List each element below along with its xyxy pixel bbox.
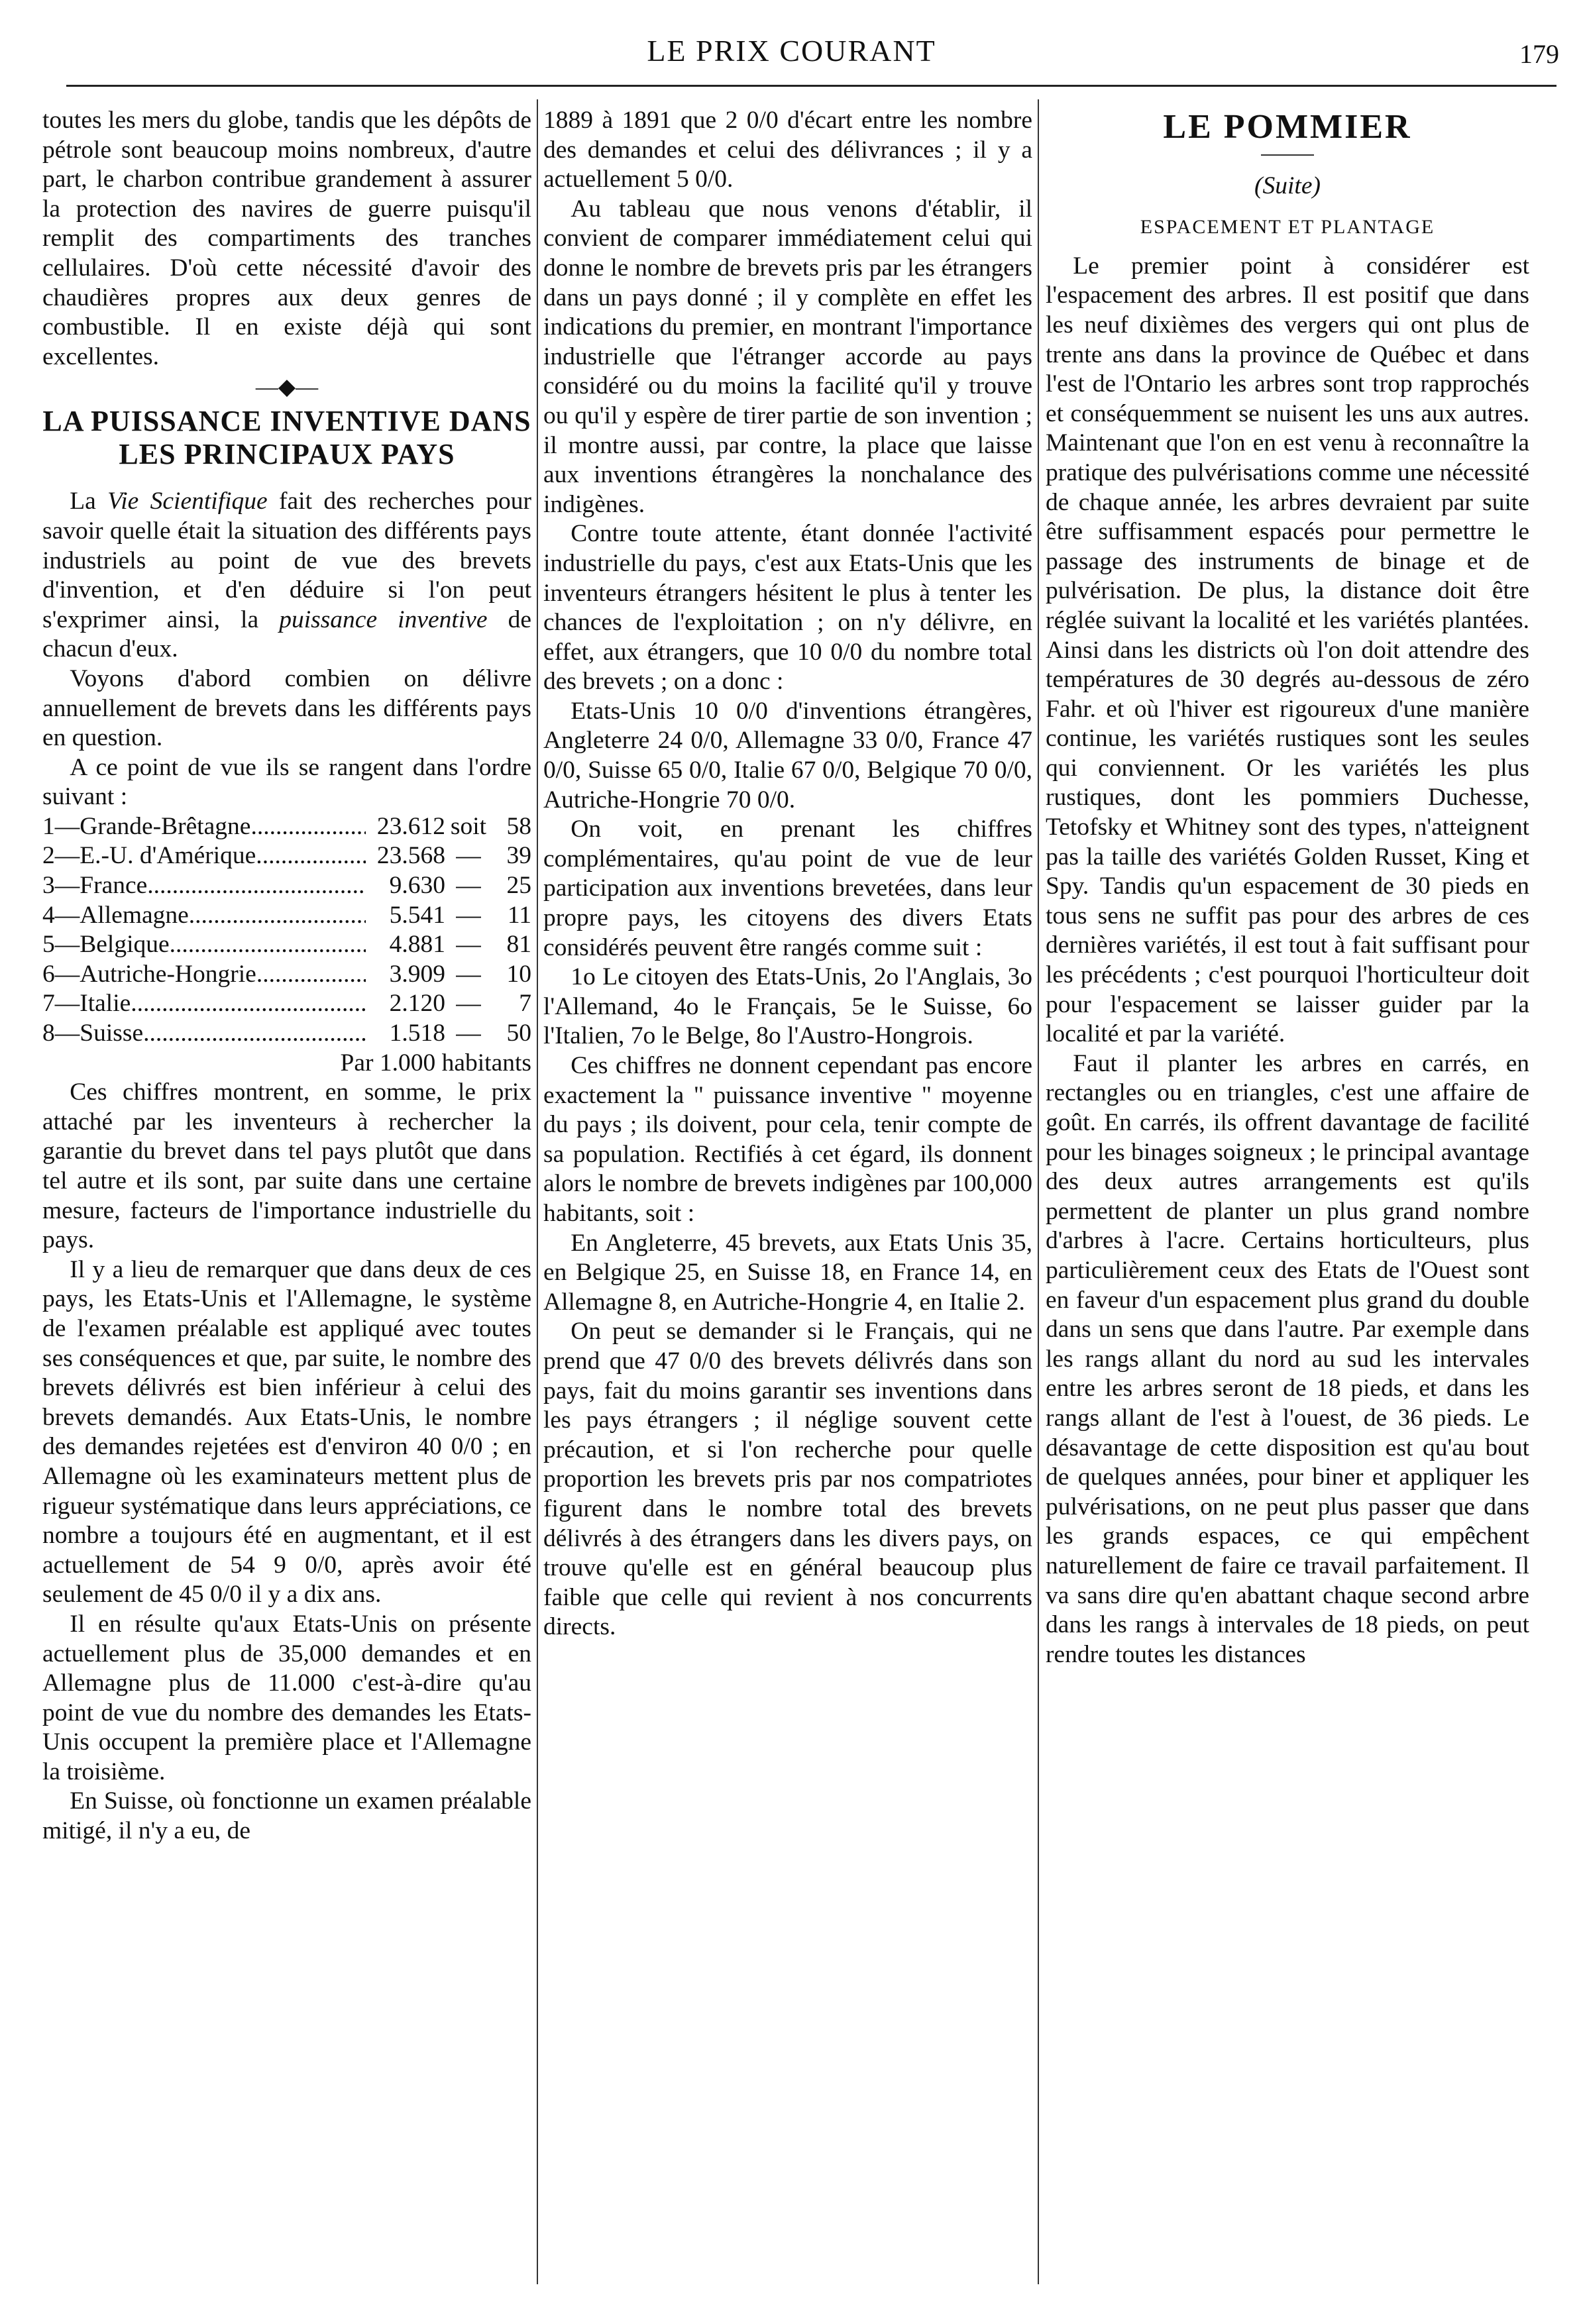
ranking-ratio: 50 — [506, 1020, 531, 1047]
ranking-country: 8—Suisse — [42, 1020, 144, 1047]
paragraph: Voyons d'abord combien on délivre annuellement de brevets dans les différents pays en question. — [42, 664, 531, 752]
leader-dots — [262, 960, 366, 990]
section-heading: ESPACEMENT ET PLANTAGE — [1140, 216, 1435, 238]
ranking-separator: — — [456, 1020, 481, 1047]
paragraph: toutes les mers du globe, tandis que les dépôts de pétrole sont beaucoup moins nombreux, d'autre part, le charbon contribue grandement à assurer la protection des navires de guerre puisqu'il remplit des compartiments des tranches cellulaires. D'où cette nécessité d'avoir des chaudières propres aux deux genres de combustible. Il en existe déjà qui sont excellentes. — [42, 107, 531, 370]
paragraph: Il en résulte qu'aux Etats-Unis on présente actuellement plus de 35,000 demandes et en Allemagne plus de 11.000 c'est-à-dire qu'au point de vue du nombre des demandes les Etats-Unis occupent la première place et l'Allemagne la troisième. — [42, 1610, 531, 1785]
ranking-value: 1.518 — [389, 1020, 445, 1047]
paragraph: A ce point de vue ils se rangent dans l'ordre suivant : — [42, 753, 531, 811]
ranking-value: 4.881 — [389, 931, 445, 959]
leader-dots — [147, 871, 366, 901]
ranking-country: 4—Allemagne — [42, 901, 189, 929]
article-title: LE POMMIER — [1163, 108, 1412, 146]
paragraph: En Angleterre, 45 brevets, aux Etats Unis 35, en Belgique 25, en Suisse 18, en France 14, en Allemagne 8, en Autriche-Hongrie 4, en Italie 2. — [543, 1229, 1032, 1316]
paragraph: Faut il planter les arbres en carrés, en rectangles ou en triangles, c'est une affaire de goût. En carrés, ils offrent davantage de facilité pour les binages soigneux ; le principal avantage des deux autres arrangements est qu'ils permettent de planter un plus grand nombre d'arbres à l'acre. Certains horticulteurs, plus particulièrement ceux des Etats de l'Ouest sont en faveur d'un espacement plus grand du double dans un sens que dans l'autre. Par exemple dans les rangs allant du nord au sud les intervales entre les arbres seront de 18 pieds, et dans les rangs allant de l'est à l'ouest, de 36 pieds. Le désavantage de cette disposition est qu'au bout de quelques années, pour biner et appliquer les pulvérisations, on ne peut plus passer que dans les grands espaces, ce qui empêchent naturellement de faire ce travail parfaitement. Il va sans dire qu'en abattant chaque second arbre dans les rangs à intervales de 18 pieds, on peut rendre toutes les distances — [1046, 1049, 1529, 1668]
ranking-table — [42, 812, 531, 1049]
ranking-value: 2.120 — [389, 990, 445, 1018]
ranking-country: 1—Grande-Brêtagne — [42, 812, 251, 840]
paragraph: Ces chiffres montrent, en somme, le prix attaché par les inventeurs à rechercher la garantie du brevet dans tel pays plutôt que dans tel autre et ils sont, par suite dans une certaine mesure, facteurs de l'importance industrielle du pays. — [42, 1079, 531, 1254]
ranking-row — [42, 989, 531, 1019]
column-1 — [42, 106, 531, 2278]
paragraph: 1889 à 1891 que 2 0/0 d'écart entre les nombre des demandes et celui des délivrances ; il y a actuellement 5 0/0. — [543, 107, 1032, 193]
ranking-row — [42, 841, 531, 871]
leader-dots — [131, 989, 366, 1019]
column-divider-1 — [537, 99, 538, 2284]
column-2 — [543, 106, 1032, 2278]
ranking-ratio: 7 — [519, 990, 531, 1018]
ornament: —◆— — [255, 375, 319, 400]
ranking-row — [42, 901, 531, 931]
ranking-separator: — — [456, 901, 481, 929]
article-subtitle: (Suite) — [1254, 172, 1321, 199]
ranking-note: Par 1.000 habitants — [340, 1049, 531, 1077]
ranking-row — [42, 1019, 531, 1049]
ranking-row — [42, 812, 531, 842]
ranking-country: 5—Belgique — [42, 931, 170, 959]
article-title: LA PUISSANCE INVENTIVE DANS LES PRINCIPAUX PAYS — [42, 405, 531, 471]
paragraph: La Vie Scientifique fait des recherches pour savoir quelle était la situation des différents pays industriels au point de vue des brevets d'invention, et d'en déduire si l'on peut s'exprimer ainsi, la puissance inventive de chacun d'eux. — [42, 488, 531, 663]
paragraph: Le premier point à considérer est l'espacement des arbres. Il est positif que dans les neuf dixièmes des vergers qui ont plus de trente ans dans la province de Québec et dans l'est de l'Ontario les arbres sont trop rapprochés et conséquemment se nuisent les uns aux autres. Maintenant que l'on en est venu à reconnaître la pratique des pulvérisations comme une nécessité de chaque année, les arbres devraient par suite être suffisamment espacés pour permettre le passage des instruments de binage et de pulvérisation. De plus, la distance doit être réglée suivant la localité et les variétés plantées. Ainsi dans les districts où l'on doit attendre des températures de 30 degrés au-dessous de zéro Fahr. et où l'hiver est rigoureux d'une manière continue, les variétés rustiques sont les seules qui conviennent. Or les variétés les plus rustiques, dont les pommiers Duchesse, Tetofsky et Whitney sont des types, n'atteignent pas la taille des variétés Golden Russet, King et Spy. Tandis qu'un espacement de 30 pieds en tous sens ne suffit pas pour des arbres de ces dernières variétés, il est tout à fait suffisant pour les précédents ; c'est pourquoi l'horticulteur doit pour l'espacement se laisser guider par la localité et par la variété. — [1046, 252, 1529, 1048]
page-number: 179 — [1519, 39, 1559, 69]
ranking-ratio: 11 — [507, 901, 531, 929]
journal-title: LE PRIX COURANT — [647, 34, 936, 68]
ranking-row — [42, 930, 531, 960]
ranking-ratio: 25 — [506, 872, 531, 900]
column-3 — [1046, 106, 1529, 2278]
paragraph: En Suisse, où fonctionne un examen préalable mitigé, il n'y a eu, de — [42, 1787, 531, 1845]
leader-dots — [170, 930, 366, 960]
leader-dots — [262, 841, 366, 871]
paragraph: On voit, en prenant les chiffres complémentaires, qu'au point de vue de leur participation aux inventions brevetées, dans leur propre pays, les citoyens des divers Etats considérés peuvent être rangés comme suit : — [543, 816, 1032, 961]
page-header — [0, 26, 1583, 73]
ranking-ratio: 81 — [506, 931, 531, 959]
ranking-country: 3—France — [42, 872, 148, 900]
ranking-separator: — — [456, 960, 481, 988]
ranking-separator: — — [456, 931, 481, 959]
leader-dots — [250, 812, 366, 842]
ranking-separator: — — [456, 842, 481, 870]
title-rule — [1261, 154, 1314, 156]
ranking-value: 23.568 — [376, 842, 445, 870]
column-divider-2 — [1038, 99, 1039, 2284]
ranking-separator: — — [456, 990, 481, 1018]
ranking-value: 23.612 — [376, 812, 445, 840]
paragraph: 1o Le citoyen des Etats-Unis, 2o l'Anglais, 3o l'Allemand, 4o le Français, 5e le Suisse, 6o l'Italien, 7o le Belge, 8o l'Austro-Hongrois. — [543, 963, 1032, 1050]
ranking-value: 9.630 — [389, 872, 445, 900]
ranking-country: 6—Autriche-Hongrie. — [42, 960, 263, 988]
ranking-value: 5.541 — [389, 901, 445, 929]
ranking-ratio: 39 — [506, 842, 531, 870]
ranking-row — [42, 960, 531, 990]
ranking-separator: soit — [450, 812, 487, 840]
leader-dots — [189, 901, 366, 931]
paragraph: Il y a lieu de remarquer que dans deux de ces pays, les Etats-Unis et l'Allemagne, le système de l'examen préalable est appliqué avec toutes ses conséquences et que, par suite, le nombre des brevets délivrés est bien inférieur à celui des brevets demandés. Aux Etats-Unis, le nombre des demandes rejetées est d'environ 40 0/0 ; en Allemagne où les examinateurs mettent plus de rigueur systématique dans leurs appréciations, ce nombre a toujours été en augmentant, et il est actuellement de 54 9 0/0, après avoir été seulement de 45 0/0 il y a dix ans. — [42, 1255, 531, 1609]
paragraph: Contre toute attente, étant donnée l'activité industrielle du pays, c'est aux Etats-Unis que les inventeurs étrangers hésitent le plus à tenter les chances de l'exploitation ; on n'y délivre, en effet, aux étrangers, que 10 0/0 du nombre total des brevets ; on a donc : — [543, 520, 1032, 696]
paragraph: On peut se demander si le Français, qui ne prend que 47 0/0 des brevets délivrés dans son pays, fait du moins garantir ses inventions dans les pays étrangers ; il néglige souvent cette précaution, et si l'on recherche pour quelle proportion les brevets pris par nos compatriotes figurent dans le nombre total des brevets délivrés à des étrangers dans les divers pays, on trouve qu'elle est en général beaucoup plus faible que celle qui revient à nos concurrents directs. — [543, 1318, 1032, 1641]
header-rule — [66, 85, 1556, 87]
ranking-separator: — — [456, 872, 481, 900]
ranking-ratio: 10 — [506, 960, 531, 988]
ranking-row — [42, 871, 531, 901]
leader-dots — [143, 1019, 366, 1049]
ranking-country: 2—E.-U. d'Amérique. — [42, 842, 262, 870]
ranking-country: 7—Italie — [42, 990, 131, 1018]
paragraph: Au tableau que nous venons d'établir, il convient de comparer immédiatement celui qui donne le nombre de brevets pris par les étrangers dans un pays donné ; il y complète en effet les indications du premier, en montrant l'importance industrielle que l'étranger accorde au pays considéré ou du moins la facilité qu'il y trouve ou qu'il y espère de tirer partie de son invention ; il montre aussi, par contre, la place que laisse aux inventions étrangères la nonchalance des indigènes. — [543, 195, 1032, 518]
paragraph: Etats-Unis 10 0/0 d'inventions étrangères, Angleterre 24 0/0, Allemagne 33 0/0, France 47 0/0, Suisse 65 0/0, Italie 67 0/0, Belgique 70 0/0, Autriche-Hongrie 70 0/0. — [543, 697, 1032, 814]
ranking-ratio: 58 — [506, 812, 531, 840]
paragraph: Ces chiffres ne donnent cependant pas encore exactement la " puissance inventive " moyenne du pays ; ils doivent, pour cela, tenir compte de sa population. Rectifiés à cet égard, ils donnent alors le nombre de brevets indigènes par 100,000 habitants, soit : — [543, 1052, 1032, 1227]
ranking-value: 3.909 — [389, 960, 445, 988]
